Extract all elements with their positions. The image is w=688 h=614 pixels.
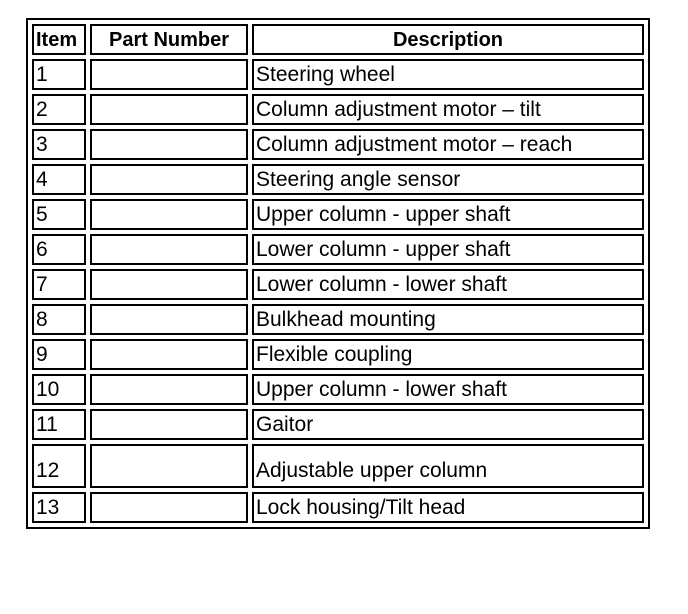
header-description: Description <box>252 24 644 55</box>
cell-description: Gaitor <box>252 409 644 440</box>
cell-description: Steering angle sensor <box>252 164 644 195</box>
cell-item: 1 <box>32 59 86 90</box>
cell-description: Upper column - lower shaft <box>252 374 644 405</box>
cell-item: 7 <box>32 269 86 300</box>
cell-item: 12 <box>32 444 86 488</box>
cell-part-number <box>90 164 248 195</box>
header-row <box>32 24 644 55</box>
cell-part-number <box>90 374 248 405</box>
cell-item: 8 <box>32 304 86 335</box>
cell-item: 11 <box>32 409 86 440</box>
cell-item: 10 <box>32 374 86 405</box>
cell-part-number <box>90 59 248 90</box>
cell-part-number <box>90 269 248 300</box>
cell-description: Lock housing/Tilt head <box>252 492 644 523</box>
cell-part-number <box>90 444 248 488</box>
cell-part-number <box>90 409 248 440</box>
table-row <box>32 199 644 230</box>
cell-description: Upper column - upper shaft <box>252 199 644 230</box>
table-row <box>32 304 644 335</box>
cell-description: Steering wheel <box>252 59 644 90</box>
cell-description: Bulkhead mounting <box>252 304 644 335</box>
cell-description: Lower column - upper shaft <box>252 234 644 265</box>
table-row <box>32 492 644 523</box>
table-row <box>32 269 644 300</box>
cell-description: Lower column - lower shaft <box>252 269 644 300</box>
cell-item: 4 <box>32 164 86 195</box>
table-row <box>32 59 644 90</box>
cell-part-number <box>90 234 248 265</box>
cell-part-number <box>90 492 248 523</box>
cell-part-number <box>90 339 248 370</box>
cell-part-number <box>90 94 248 125</box>
parts-table <box>26 18 650 529</box>
cell-part-number <box>90 199 248 230</box>
cell-item: 6 <box>32 234 86 265</box>
table-row <box>32 234 644 265</box>
cell-item: 13 <box>32 492 86 523</box>
cell-part-number <box>90 129 248 160</box>
cell-item: 5 <box>32 199 86 230</box>
header-part-number: Part Number <box>90 24 248 55</box>
cell-part-number <box>90 304 248 335</box>
table-row <box>32 164 644 195</box>
table-row <box>32 339 644 370</box>
table-row <box>32 444 644 488</box>
header-item: Item <box>32 24 86 55</box>
cell-description: Adjustable upper column <box>252 444 644 488</box>
cell-description: Flexible coupling <box>252 339 644 370</box>
table-body <box>32 59 644 523</box>
cell-item: 9 <box>32 339 86 370</box>
cell-item: 3 <box>32 129 86 160</box>
cell-description: Column adjustment motor – tilt <box>252 94 644 125</box>
table-row <box>32 409 644 440</box>
table-row <box>32 94 644 125</box>
cell-item: 2 <box>32 94 86 125</box>
cell-description: Column adjustment motor – reach <box>252 129 644 160</box>
table-row <box>32 374 644 405</box>
table-row <box>32 129 644 160</box>
